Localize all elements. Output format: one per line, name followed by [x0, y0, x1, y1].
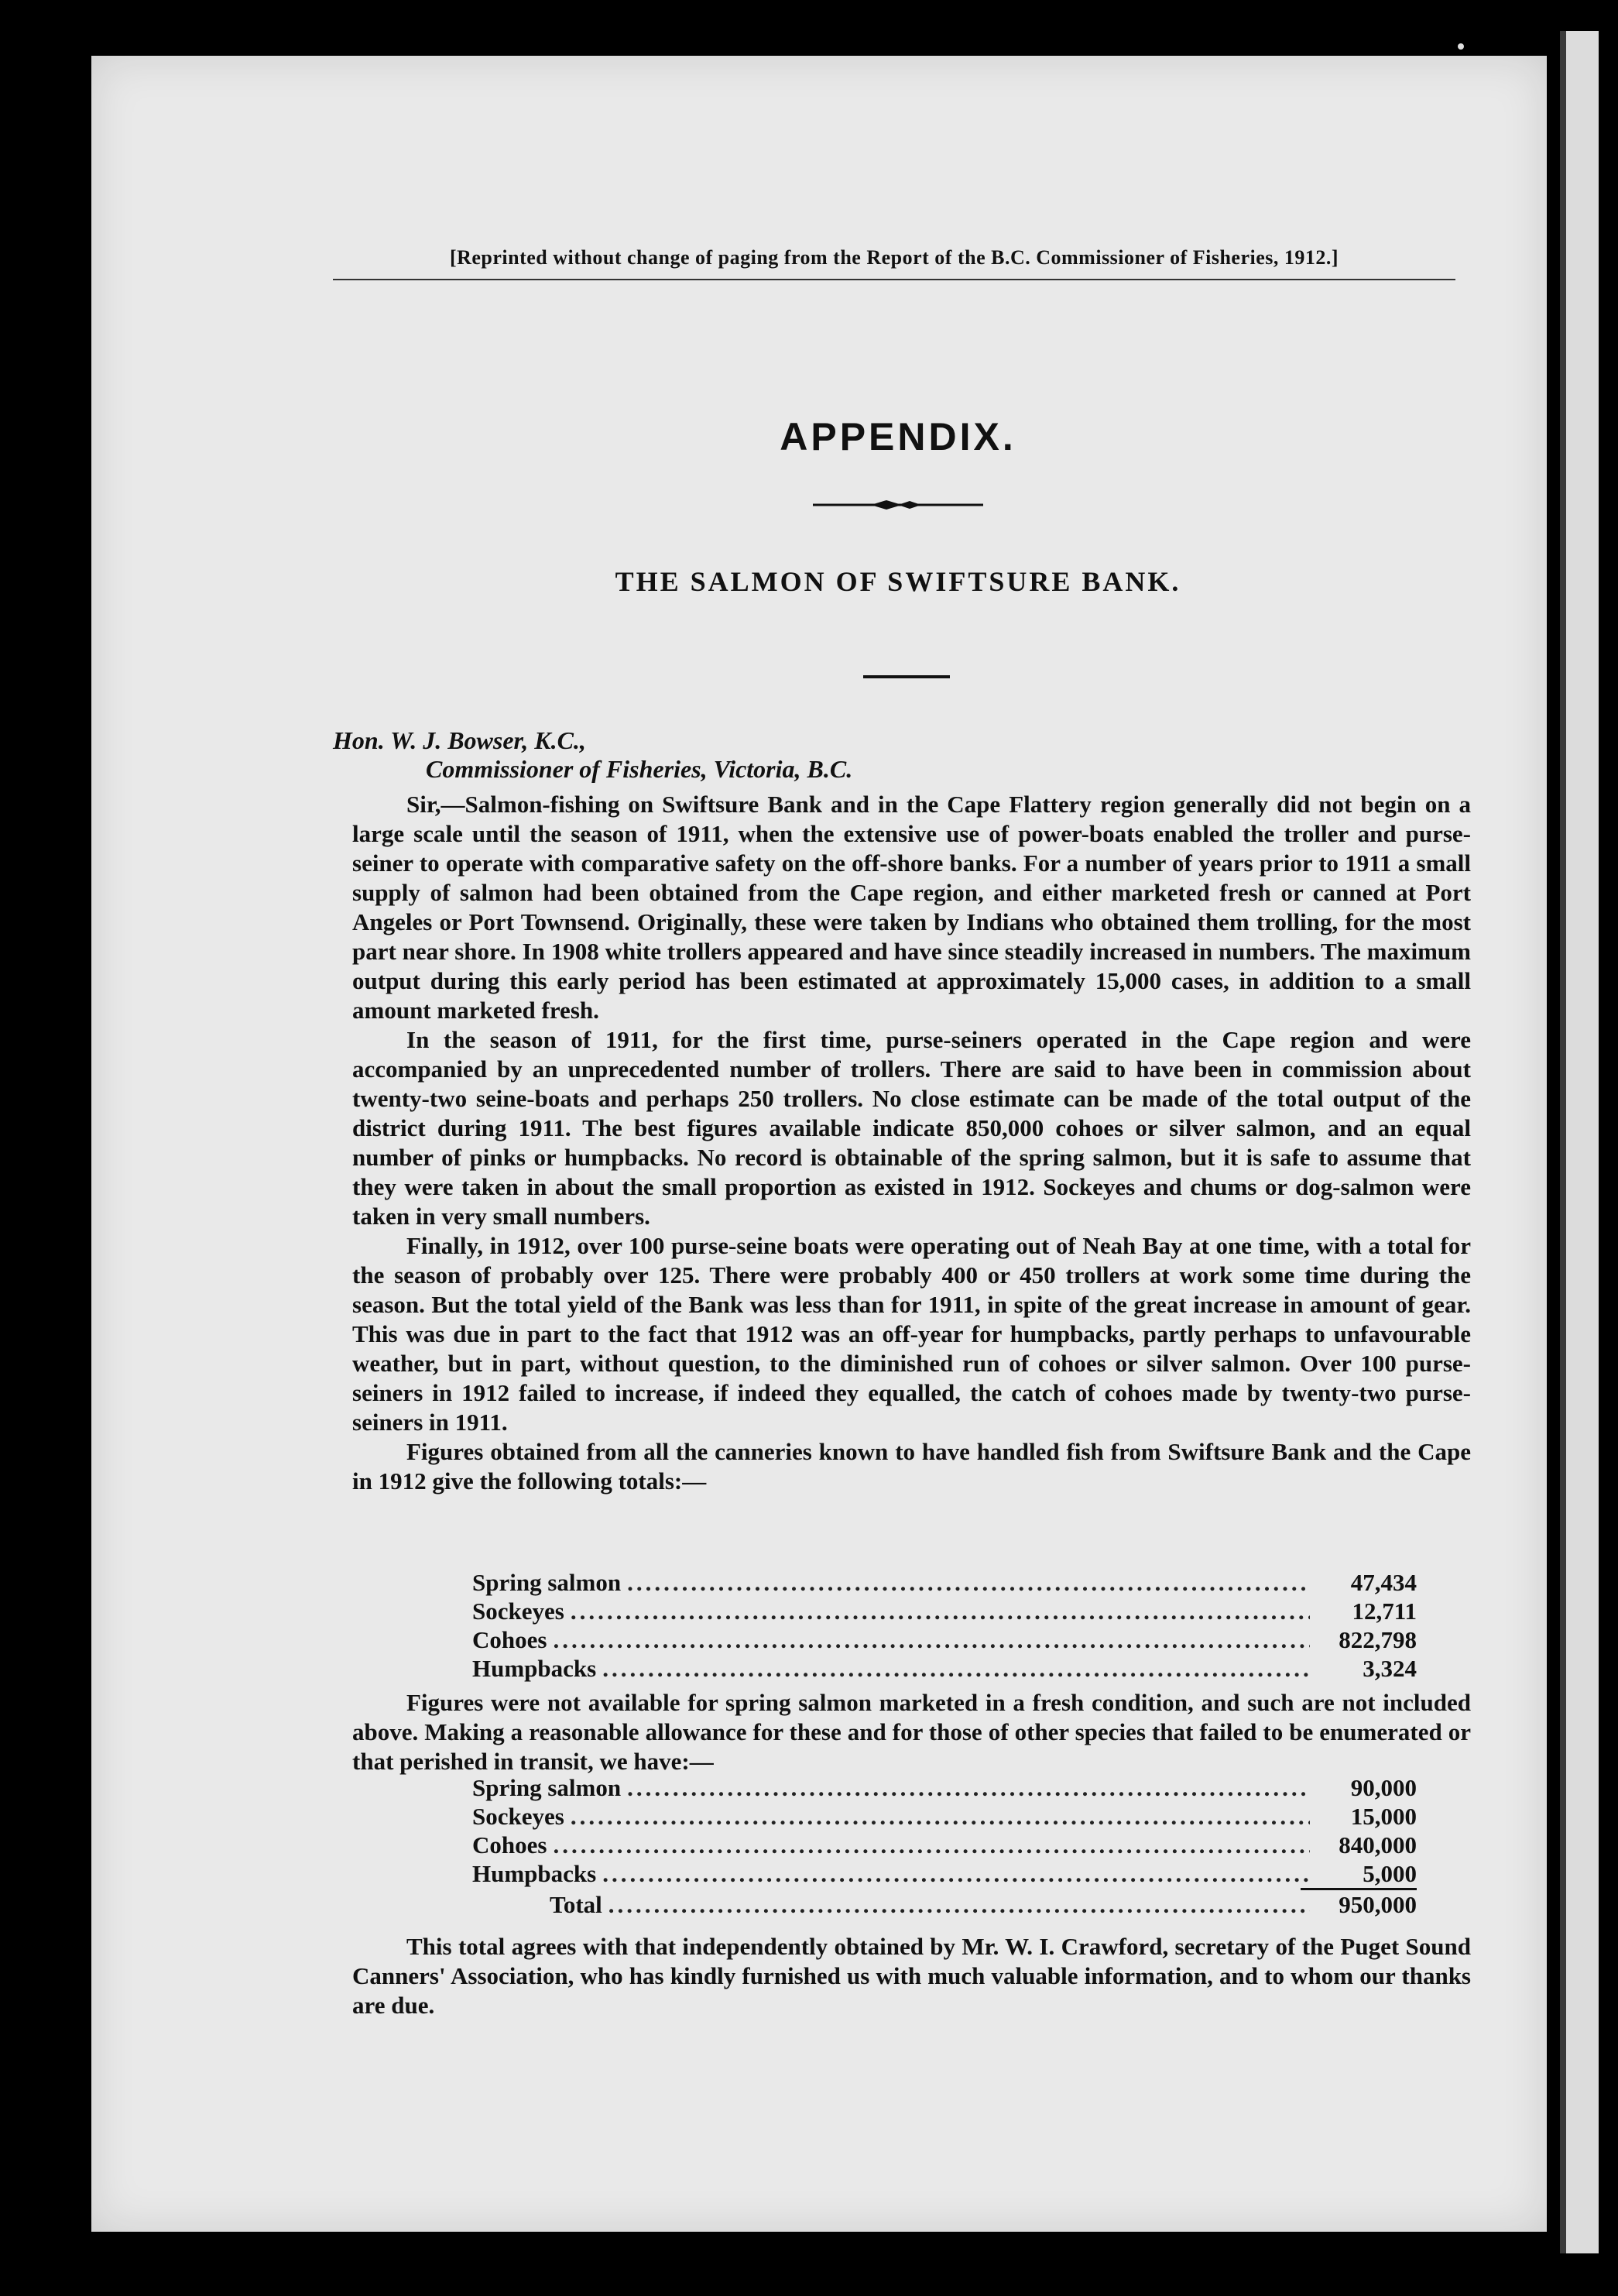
table-row: Cohoes ..... 822,798 — [472, 1625, 1417, 1654]
paragraph-2: In the season of 1911, for the first time, purse-seiners operated in the Cape region and were accompanied by an unprecedented number of trollers. There are said to have been in commission about twenty-two seine-boats and perhaps 250 trollers. No close estimate can be made of the total output of the district during 1911. The best figures available indicate 850,000 cohoes or silver salmon, and an equal number of pinks or humpbacks. No record is obtainable of the spring salmon, but it is safe to assume that they were taken in about the small proportion as existed in 1912. Sockeyes and chums or dog-salmon were taken in very small numbers. — [352, 1026, 1471, 1230]
address-line-1: Hon. W. J. Bowser, K.C., — [333, 726, 586, 754]
table-row: Spring salmon ..... 47,434 — [472, 1568, 1417, 1597]
letter-body-closing — [352, 1932, 1471, 2020]
scan-speck — [1458, 43, 1464, 50]
paragraph-3: Finally, in 1912, over 100 purse-seine boats were operating out of Neah Bay at one time, with a total for the season of probably over 125. There were probably 400 or 450 trollers at work some time during the season. But the total yield of the Bank was less than for 1911, in spite of the great increase in amount of gear. This was due in part to the fact that 1912 was an off-year for humpbacks, partly perhaps to unfavourable weather, but in part, without question, to the diminished run of cohoes or silver salmon. Over 100 purse-seiners in 1912 failed to increase, if indeed they equalled, the catch of cohoes made by twenty-two purse-seiners in 1911. — [352, 1232, 1471, 1436]
table-row: Sockeyes ..... 12,711 — [472, 1597, 1417, 1625]
paragraph-5: Figures were not available for spring salmon marketed in a fresh condition, and such are not included above. Making a reasonable allowance for these and for those of other species that failed to be enumerated or that perished in transit, we have:— — [352, 1689, 1471, 1775]
table-row: Humpbacks ..... 5,000 — [472, 1859, 1417, 1888]
estimated-totals-table — [472, 1773, 1417, 1919]
table-row: Sockeyes ..... 15,000 — [472, 1802, 1417, 1831]
total-row: Total ..... 950,000 — [472, 1890, 1417, 1919]
paragraph-4: Figures obtained from all the canneries known to have handled fish from Swiftsure Bank and the Cape in 1912 give the following totals:— — [352, 1438, 1471, 1495]
page-title: APPENDIX. — [780, 415, 1016, 458]
letter-body — [352, 790, 1471, 1496]
page-gutter — [1560, 31, 1566, 2253]
header-rule — [333, 279, 1455, 280]
table-row: Spring salmon ..... 90,000 — [472, 1773, 1417, 1802]
paragraph-6: This total agrees with that independently obtained by Mr. W. I. Crawford, secretary of the Puget Sound Canners' Association, who has kindly furnished us with much valuable information, and to whom our thanks are due. — [352, 1933, 1471, 2019]
ornament-divider — [813, 499, 983, 511]
title-rule — [863, 675, 950, 678]
cannery-totals-table — [472, 1568, 1417, 1683]
table-row: Cohoes ..... 840,000 — [472, 1831, 1417, 1859]
reprint-header: [Reprinted without change of paging from the Report of the B.C. Commissioner of Fisheries, 1912.] — [449, 246, 1339, 269]
table-row: Humpbacks ..... 3,324 — [472, 1654, 1417, 1683]
section-title: THE SALMON OF SWIFTSURE BANK. — [615, 566, 1181, 597]
letter-body-continued — [352, 1688, 1471, 1776]
paragraph-1: Sir,—Salmon-fishing on Swiftsure Bank and in the Cape Flattery region generally did not begin on a large scale until the season of 1911, when the extensive use of power-boats enabled the troller and purse-seiner to operate with comparative safety on the off-shore banks. For a number of years prior to 1911 a small supply of salmon had been obtained from the Cape region, and either marketed fresh or canned at Port Angeles or Port Townsend. Originally, these were taken by Indians who obtained them trolling, for the most part near shore. In 1908 white trollers appeared and have since steadily increased in numbers. The maximum output during this early period has been estimated at approximately 15,000 cases, in addition to a small amount marketed fresh. — [352, 791, 1471, 1024]
address-line-2: Commissioner of Fisheries, Victoria, B.C. — [426, 755, 853, 783]
